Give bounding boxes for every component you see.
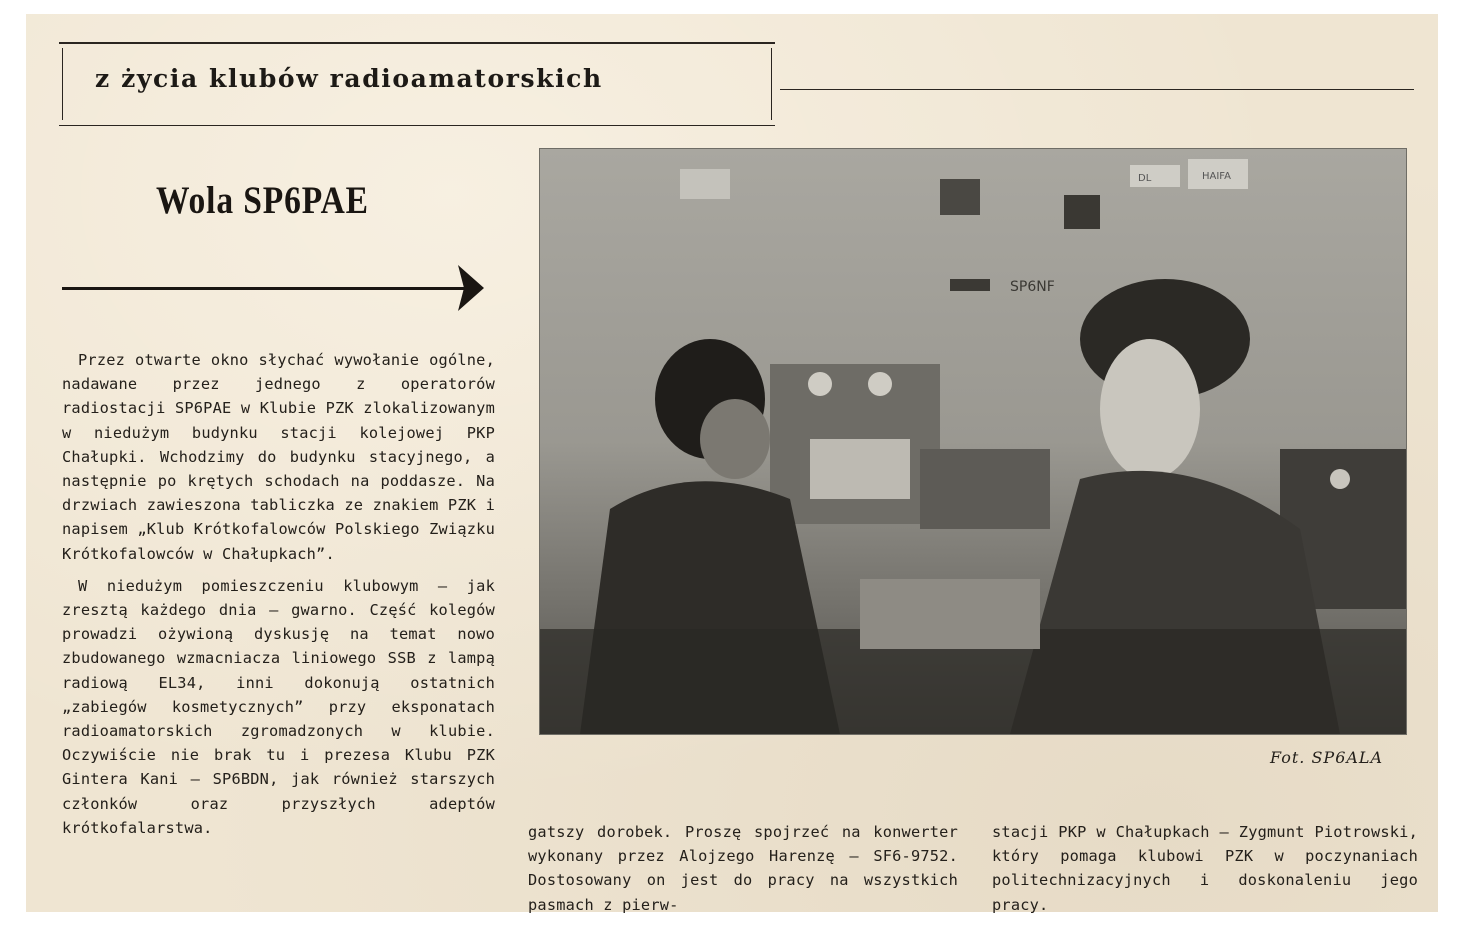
column-2-text: gatszy dorobek. Proszę spojrzeć na konwerter wykonany przez Alojzego Harenzę — SF6-9752. Dostosowany on jest do pracy na wszystkich pasmach z pierw- (528, 823, 958, 914)
photo-sign-1: SP6NF (1010, 279, 1055, 295)
article-headline: Wola SP6PAE (156, 179, 369, 222)
photo-sign-2: HAIFA (1202, 171, 1231, 182)
article-column-2 (528, 820, 958, 917)
article-column-1 (62, 348, 495, 840)
section-header: z życia klubów radioamatorskich (95, 64, 603, 93)
paragraph-2: W niedużym pomieszczeniu klubowym — jak zresztą każdego dnia — gwarno. Część kolegów prowadzi ożywioną dyskusję na temat nowo zbudowanego wzmacniacza liniowego SSB z lampą radiową EL34, inni dokonują ostatnich „zabiegów kosmetycznych” przy eksponatach radioamatorskich zgromadzonych w klubie. Oczywiście nie brak tu i prezesa Klubu PZK Gintera Kani — SP6BDN, jak również starszych członków oraz przyszłych adeptów krótkofalarstwa. (62, 576, 495, 837)
photo-illustration (540, 149, 1406, 734)
arrow-rule (62, 287, 466, 290)
photo-sign-3: DL (1138, 173, 1152, 184)
newspaper-page (26, 14, 1438, 912)
column-3-text: stacji PKP w Chałupkach — Zygmunt Piotrowski, który pomaga klubowi PZK w poczynaniach politechnizacyjnych i doskonaleniu jego pracy. (992, 823, 1418, 914)
header-rule (780, 89, 1414, 90)
arrow-head-icon (458, 265, 484, 311)
section-header-box (62, 48, 772, 120)
article-column-3 (992, 820, 1418, 917)
paragraph-1: Przez otwarte okno słychać wywołanie ogólne, nadawane przez jednego z operatorów radiostacji SP6PAE w Klubie PZK zlokalizowanym w niedużym budynku stacji kolejowej PKP Chałupki. Wchodzimy do budynku stacyjnego, a następnie po krętych schodach na poddasze. Na drzwiach zawieszona tabliczka ze znakiem PZK i napisem „Klub Krótkofalowców Polskiego Związku Krótkofalowców w Chałupkach”. (62, 351, 495, 563)
photo-caption: Fot. SP6ALA (1270, 748, 1384, 767)
article-photo (539, 148, 1407, 735)
